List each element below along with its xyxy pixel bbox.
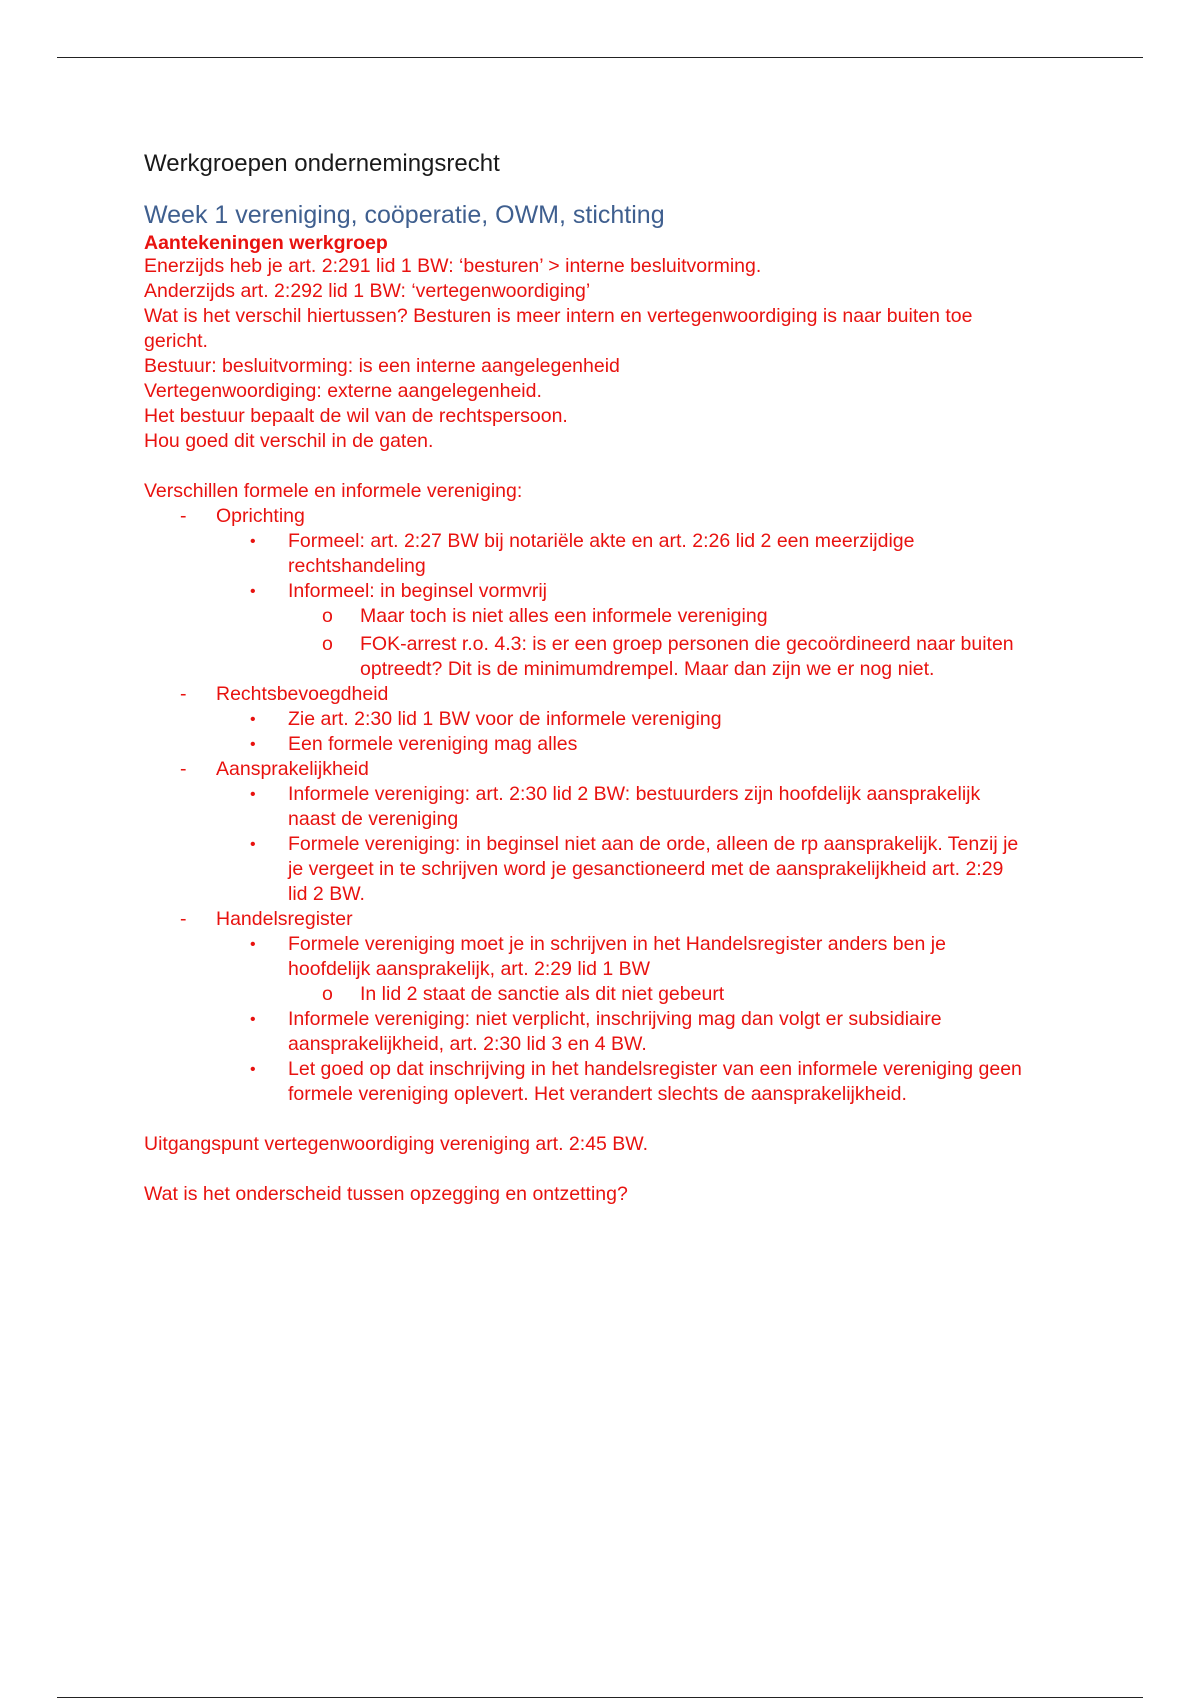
list-item [144,907,1024,1107]
list-item [216,529,1024,579]
bullet-marker: • [250,736,256,753]
item-text: Informeel: in beginsel vormvrij [288,580,548,602]
circle-marker: o [322,605,333,627]
list-item [288,982,1024,1007]
list-item [216,832,1024,907]
list-item [144,504,1024,682]
week-heading: Week 1 vereniging, coöperatie, OWM, stichting [144,201,665,229]
item-text: Zie art. 2:30 lid 1 BW voor de informele vereniging [288,708,722,730]
section-label: Aansprakelijkheid [216,758,369,780]
list-item [144,682,1024,757]
list-item [216,707,1024,732]
notes-heading: Aantekeningen werkgroep [144,232,388,254]
bullet-marker: • [250,786,256,803]
intro-line: Bestuur: besluitvorming: is een interne aangelegenheid [144,355,620,377]
item-text: Formeel: art. 2:27 BW bij notariële akte en art. 2:26 lid 2 een meerzijdige rechtshandeling [288,530,915,577]
list-item [288,632,1024,682]
list-item [216,1007,1024,1057]
section-label: Rechtsbevoegdheid [216,683,389,705]
sub-item-text: In lid 2 staat de sanctie als dit niet gebeurt [360,983,725,1005]
bullet-marker: • [250,1011,256,1028]
intro-line: Enerzijds heb je art. 2:291 lid 1 BW: ‘besturen’ > interne besluitvorming. [144,255,762,277]
list-item [216,782,1024,832]
document-body [144,140,1024,1207]
circle-marker: o [322,633,333,655]
item-text: Informele vereniging: art. 2:30 lid 2 BW: bestuurders zijn hoofdelijk aansprakelijk naast de vereniging [288,783,981,830]
sub-item-text: Maar toch is niet alles een informele vereniging [360,605,768,627]
bullet-marker: • [250,936,256,953]
closing-line: Uitgangspunt vertegenwoordiging vereniging art. 2:45 BW. [144,1133,649,1155]
list-item [216,579,1024,682]
differences-list [144,504,1024,1107]
dash-marker: - [180,683,187,705]
closing-question: Wat is het onderscheid tussen opzegging en ontzetting? [144,1183,628,1205]
bullet-marker: • [250,711,256,728]
item-text: Formele vereniging moet je in schrijven in het Handelsregister anders ben je hoofdelijk aansprakelijk, art. 2:29 lid 1 BW [288,933,946,980]
bullet-marker: • [250,1061,256,1078]
list-item [216,732,1024,757]
list-item [288,604,1024,629]
bullet-marker: • [250,836,256,853]
dash-marker: - [180,505,187,527]
item-text: Formele vereniging: in beginsel niet aan de orde, alleen de rp aansprakelijk. Tenzij je je vergeet in te schrijven word je gesanctioneerd met de aansprakelijkheid art. 2:29 lid 2 BW. [288,833,1019,905]
bullet-marker: • [250,533,256,550]
sub-item-text: FOK-arrest r.o. 4.3: is er een groep personen die gecoördineerd naar buiten optreedt? Dit is de minimumdrempel. Maar dan zijn we er nog niet. [360,633,1014,680]
intro-line: Vertegenwoordiging: externe aangelegenheid. [144,380,542,402]
document-title: Werkgroepen ondernemingsrecht [144,150,500,177]
list-item [216,932,1024,1007]
item-text: Let goed op dat inschrijving in het handelsregister van een informele vereniging geen formele vereniging oplevert. Het verandert slechts de aansprakelijkheid. [288,1058,1022,1105]
list-item [216,1057,1024,1107]
dash-marker: - [180,908,187,930]
bullet-marker: • [250,583,256,600]
intro-line: Anderzijds art. 2:292 lid 1 BW: ‘vertegenwoordiging’ [144,280,591,302]
item-text: Een formele vereniging mag alles [288,733,578,755]
circle-marker: o [322,983,333,1005]
intro-line: Wat is het verschil hiertussen? Besturen is meer intern en vertegenwoordiging is naar buiten toe gericht. [144,305,973,352]
intro-block [144,254,1024,1207]
section-label: Oprichting [216,505,305,527]
dash-marker: - [180,758,187,780]
intro-line: Het bestuur bepaalt de wil van de rechtspersoon. [144,405,568,427]
section-label: Handelsregister [216,908,353,930]
list-item [144,757,1024,907]
intro-line: Hou goed dit verschil in de gaten. [144,430,434,452]
differences-heading: Verschillen formele en informele vereniging: [144,480,523,502]
footer-rule [57,1697,1143,1698]
item-text: Informele vereniging: niet verplicht, inschrijving mag dan volgt er subsidiaire aansprakelijkheid, art. 2:30 lid 3 en 4 BW. [288,1008,942,1055]
header-rule [57,57,1143,58]
